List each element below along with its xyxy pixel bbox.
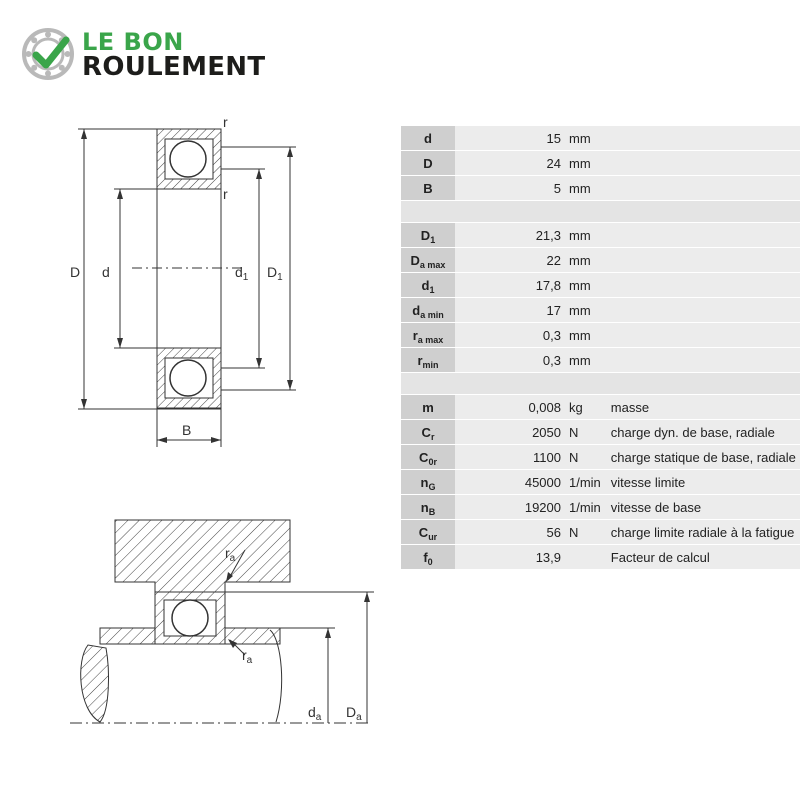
spec-value: 22 (455, 248, 565, 273)
label-D: D (70, 264, 81, 280)
spec-description: charge dyn. de base, radiale (601, 420, 800, 445)
spec-symbol: $f_0$ (401, 545, 455, 570)
spec-symbol: d (401, 126, 455, 151)
spec-symbol: $d_{a min}$ (401, 298, 455, 323)
spec-description (601, 323, 800, 348)
spec-row (401, 223, 800, 248)
spec-unit: mm (565, 248, 601, 273)
spec-symbol: m (401, 395, 455, 420)
spec-row (401, 323, 800, 348)
spec-value: 5 (455, 176, 565, 201)
label-d: d (102, 264, 110, 280)
spec-description (601, 151, 800, 176)
spec-description: masse (601, 395, 800, 420)
spec-unit (565, 545, 601, 570)
spec-unit: mm (565, 151, 601, 176)
spec-value: 0,3 (455, 323, 565, 348)
spec-row (401, 420, 800, 445)
spec-value: 45000 (455, 470, 565, 495)
spec-description: vitesse de base (601, 495, 800, 520)
spec-unit: N (565, 445, 601, 470)
spec-description (601, 248, 800, 273)
label-D1: $D_1$ (267, 264, 283, 283)
spec-group-separator (401, 201, 800, 223)
spec-unit: 1/min (565, 495, 601, 520)
spec-row (401, 126, 800, 151)
spec-symbol: $r_{min}$ (401, 348, 455, 373)
spec-symbol: $C_{0r}$ (401, 445, 455, 470)
mounting-dimensions-diagram (70, 510, 390, 740)
label-r-inner: r (223, 186, 228, 202)
spec-symbol: $n_G$ (401, 470, 455, 495)
spec-symbol: $r_{a max}$ (401, 323, 455, 348)
brand-line1: LE BON (82, 28, 184, 56)
spec-value: 0,3 (455, 348, 565, 373)
spec-symbol: $d_1$ (401, 273, 455, 298)
spec-description (601, 176, 800, 201)
spec-row (401, 545, 800, 570)
spec-description: Facteur de calcul (601, 545, 800, 570)
spec-row (401, 273, 800, 298)
spec-description: vitesse limite (601, 470, 800, 495)
spec-value: 2050 (455, 420, 565, 445)
spec-unit: mm (565, 298, 601, 323)
spec-unit: mm (565, 323, 601, 348)
spec-value: 15 (455, 126, 565, 151)
spec-unit: kg (565, 395, 601, 420)
spec-symbol: $C_r$ (401, 420, 455, 445)
spec-unit: mm (565, 126, 601, 151)
bearing-specs-table (401, 126, 800, 570)
spec-unit: N (565, 520, 601, 545)
spec-description (601, 298, 800, 323)
spec-value: 17,8 (455, 273, 565, 298)
spec-symbol: $D_{a max}$ (401, 248, 455, 273)
label-d1: $d_1$ (235, 264, 249, 283)
bearing-cross-section-diagram (62, 112, 312, 452)
brand-line2: ROULEMENT (82, 52, 266, 82)
spec-value: 21,3 (455, 223, 565, 248)
spec-description (601, 273, 800, 298)
spec-row (401, 298, 800, 323)
spec-description: charge limite radiale à la fatigue (601, 520, 800, 545)
spec-row (401, 248, 800, 273)
spec-unit: mm (565, 273, 601, 298)
spec-value: 1100 (455, 445, 565, 470)
label-ra-bottom: $r_a$ (242, 647, 253, 666)
spec-unit: mm (565, 223, 601, 248)
spec-group-separator (401, 373, 800, 395)
spec-symbol: B (401, 176, 455, 201)
spec-row (401, 176, 800, 201)
bearing-check-icon (22, 26, 78, 82)
spec-symbol: $C_{ur}$ (401, 520, 455, 545)
spec-unit: N (565, 420, 601, 445)
spec-row (401, 495, 800, 520)
spec-description: charge statique de base, radiale (601, 445, 800, 470)
spec-unit: 1/min (565, 470, 601, 495)
spec-symbol: D (401, 151, 455, 176)
spec-value: 56 (455, 520, 565, 545)
spec-unit: mm (565, 348, 601, 373)
spec-description (601, 348, 800, 373)
spec-value: 13,9 (455, 545, 565, 570)
spec-row (401, 151, 800, 176)
spec-symbol: $D_1$ (401, 223, 455, 248)
spec-row (401, 395, 800, 420)
spec-symbol: $n_B$ (401, 495, 455, 520)
spec-description (601, 223, 800, 248)
label-ra-top: $r_a$ (225, 545, 236, 564)
brand-logo[interactable] (22, 26, 302, 86)
spec-description (601, 126, 800, 151)
spec-value: 0,008 (455, 395, 565, 420)
spec-row (401, 470, 800, 495)
spec-row (401, 445, 800, 470)
spec-value: 19200 (455, 495, 565, 520)
spec-value: 24 (455, 151, 565, 176)
label-B: B (182, 422, 192, 438)
spec-unit: mm (565, 176, 601, 201)
spec-row (401, 520, 800, 545)
label-r-outer: r (223, 114, 228, 130)
label-Da: $D_a$ (346, 704, 362, 723)
spec-value: 17 (455, 298, 565, 323)
label-da: $d_a$ (308, 704, 322, 723)
spec-row (401, 348, 800, 373)
